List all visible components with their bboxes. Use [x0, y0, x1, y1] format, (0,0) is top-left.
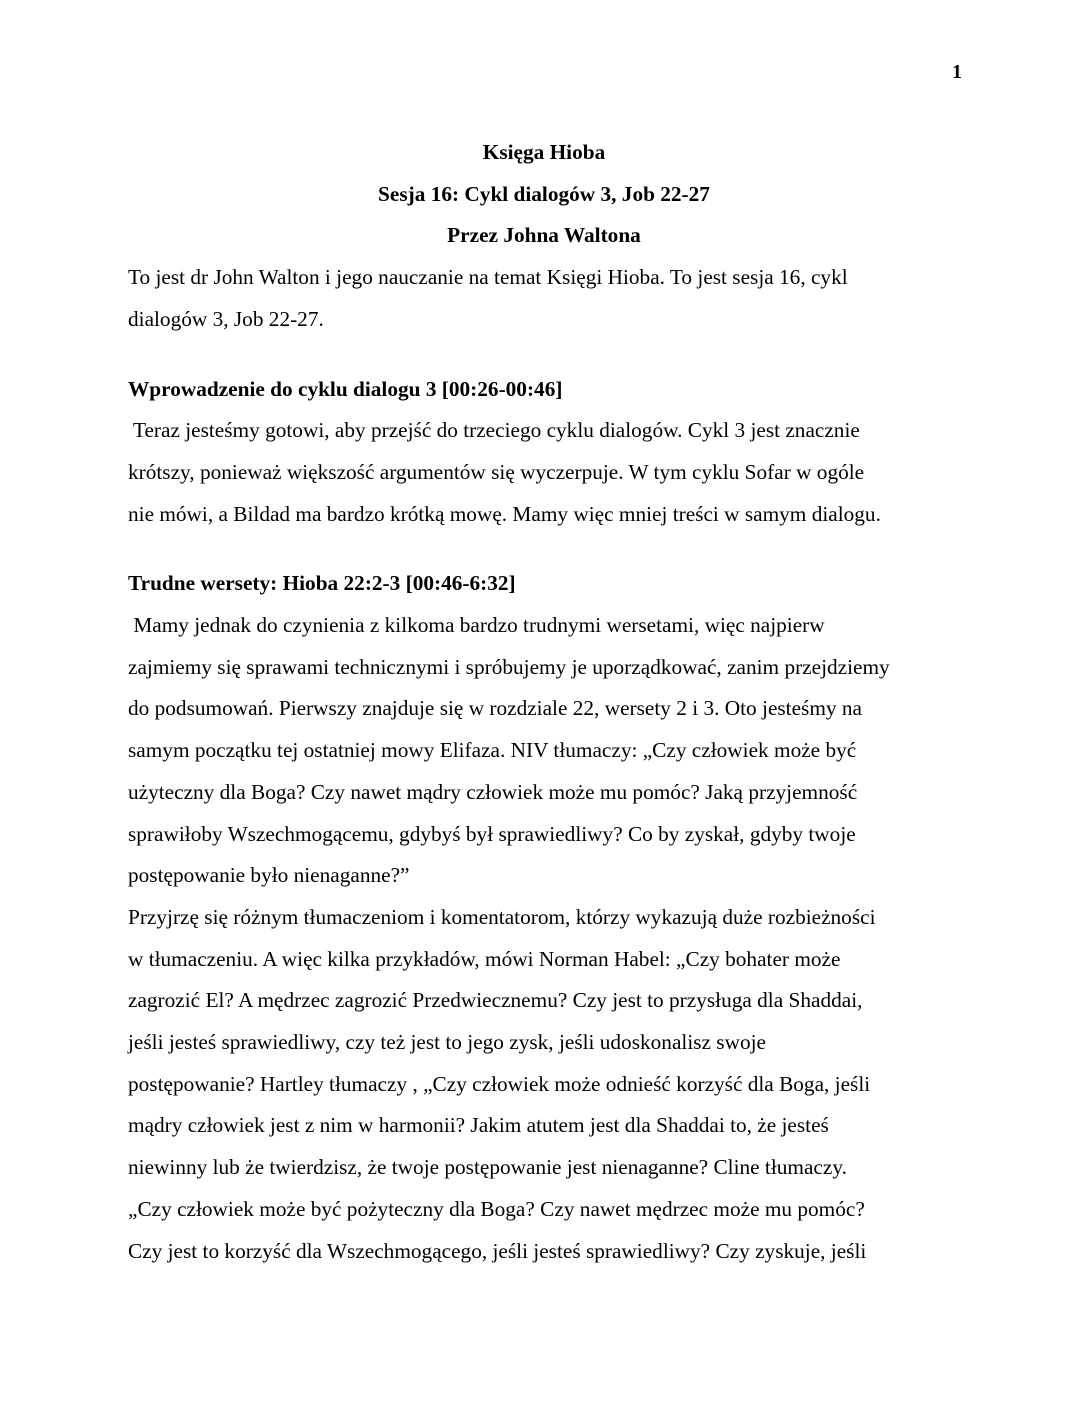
document-subtitle: Sesja 16: Cykl dialogów 3, Job 22-27 — [378, 181, 710, 206]
title-block — [128, 132, 960, 257]
section-gap — [128, 535, 960, 563]
document-author: Przez Johna Waltona — [447, 223, 641, 248]
section-2-paragraph-1: Mamy jednak do czynienia z kilkoma bardzo trudnymi wersetami, więc najpierw zajmiemy się sprawami technicznymi i spróbujemy je uporządkować, zanim przejdziemy do podsumowań. Pierwszy znajduje się w rozdziale 22, wersety 2 i 3. Oto jesteśmy na samym początku tej ostatniej mowy Elifaza. NIV tłumaczy: „Czy człowiek może być użyteczny dla Boga? Czy nawet mądry człowiek może mu pomóc? Jaką przyjemność sprawiłoby Wszechmogącemu, gdybyś był sprawiedliwy? Co by zyskał, gdyby twoje postępowanie było nienaganne?” — [128, 613, 890, 888]
page-number: 1 — [952, 61, 962, 83]
document-content — [128, 132, 960, 1272]
intro-paragraph: To jest dr John Walton i jego nauczanie na temat Księgi Hioba. To jest sesja 16, cykl dialogów 3, Job 22-27. — [128, 265, 848, 331]
section-heading-difficult-verses: Trudne wersety: Hioba 22:2-3 [00:46-6:32] — [128, 571, 516, 596]
section-1-paragraph: Teraz jesteśmy gotowi, aby przejść do trzeciego cyklu dialogów. Cykl 3 jest znacznie krótszy, ponieważ większość argumentów się wyczerpuje. W tym cyklu Sofar w ogóle nie mówi, a Bildad ma bardzo krótką mowę. Mamy więc mniej treści w samym dialogu. — [128, 418, 881, 526]
section-heading-introduction: Wprowadzenie do cyklu dialogu 3 [00:26-00:46] — [128, 376, 563, 401]
section-2-paragraph-2: Przyjrzę się różnym tłumaczeniom i komentatorom, którzy wykazują duże rozbieżności w tłumaczeniu. A więc kilka przykładów, mówi Norman Habel: „Czy bohater może zagrozić El? A mędrzec zagrozić Przedwiecznemu? Czy jest to przysługa dla Shaddai, jeśli jesteś sprawiedliwy, czy też jest to jego zysk, jeśli udoskonalisz swoje postępowanie? Hartley tłumaczy , „Czy człowiek może odnieść korzyść dla Boga, jeśli mądry człowiek jest z nim w harmonii? Jakim atutem jest dla Shaddai to, że jesteś niewinny lub że twierdzisz, że twoje postępowanie jest nienaganne? Cline tłumaczy. „Czy człowiek może być pożyteczny dla Boga? Czy nawet mędrzec może mu pomóc? Czy jest to korzyść dla Wszechmogącego, jeśli jesteś sprawiedliwy? Czy zyskuje, jeśli — [128, 904, 876, 1263]
section-gap — [128, 341, 960, 369]
document-title: Księga Hioba — [482, 140, 606, 164]
